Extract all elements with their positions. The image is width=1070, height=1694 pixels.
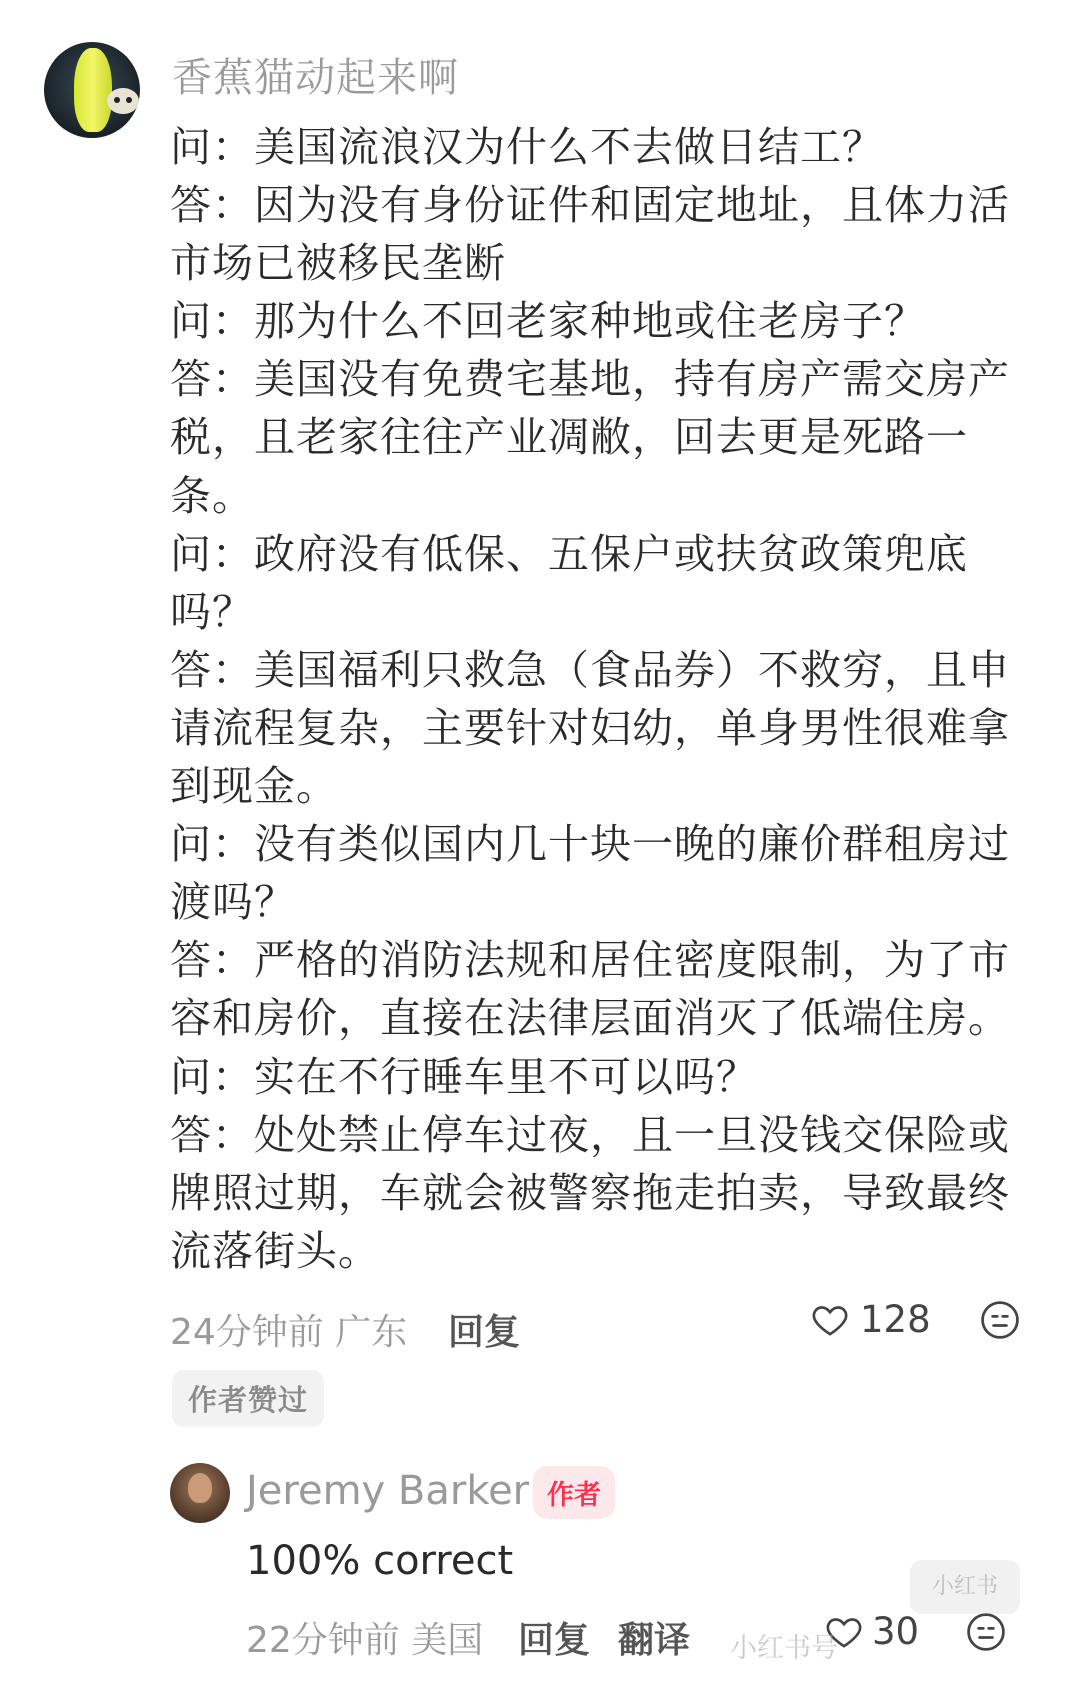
comment-line: 答：处处禁止停车过夜，且一旦没钱交保险或: [170, 1110, 1010, 1159]
comment-line: 请流程复杂，主要针对妇幼，单身男性很难拿: [170, 703, 1010, 752]
emoji-react-button[interactable]: [978, 1298, 1022, 1351]
banana-cat-figure: [74, 48, 112, 132]
comment-line: 市场已被移民垄断: [170, 239, 506, 288]
comment-line: 问：那为什么不回老家种地或住老房子？: [170, 297, 926, 346]
like-button[interactable]: [810, 1298, 931, 1341]
comment-line: 流落街头。: [170, 1226, 380, 1275]
comment-line: 问：美国流浪汉为什么不去做日结工？: [170, 123, 884, 171]
reply-like-button[interactable]: [824, 1610, 919, 1653]
author-tag: 作者: [533, 1466, 615, 1519]
comment-line: 答：美国没有免费宅基地，持有房产需交房产: [170, 355, 1010, 404]
reply-avatar[interactable]: [170, 1463, 230, 1523]
reply-emoji-react-button[interactable]: [964, 1610, 1008, 1663]
comment-line: 问：实在不行睡车里不可以吗？: [170, 1052, 758, 1101]
reply-time-location: 22分钟前 美国: [246, 1620, 484, 1661]
reply-button[interactable]: 回复: [448, 1312, 521, 1353]
reply-reply-button[interactable]: 回复: [518, 1620, 591, 1661]
comment-line: 问：政府没有低保、五保户或扶贫政策兜底: [170, 529, 968, 578]
reply-like-count: 30: [872, 1610, 920, 1653]
comment-meta: [170, 1298, 1030, 1352]
comment-line: 渡吗？: [170, 878, 296, 927]
reply-username[interactable]: Jeremy Barker: [246, 1468, 530, 1514]
comment-line: 牌照过期，车就会被警察拖走拍卖，导致最终: [170, 1168, 1010, 1217]
comment-line: 答：严格的消防法规和居住密度限制，为了市: [170, 936, 1010, 985]
comment-line: 答：美国福利只救急（食品券）不救穷，且申: [170, 645, 1010, 694]
comment-line: 到现金。: [170, 762, 338, 811]
comment-line: 条。: [170, 471, 254, 520]
watermark-logo: 小红书: [910, 1560, 1020, 1614]
translate-button[interactable]: 翻译: [618, 1620, 691, 1661]
neutral-face-icon: [964, 1610, 1008, 1654]
reply-meta: [246, 1610, 1046, 1660]
cat-face: [107, 88, 139, 114]
comment-username[interactable]: 香蕉猫动起来啊: [172, 55, 459, 101]
comment-line: 税，且老家往往产业凋敝，回去更是死路一: [170, 413, 968, 462]
like-count: 128: [860, 1298, 931, 1341]
reply-text: 100% correct: [246, 1538, 514, 1584]
comment-time-location: 24分钟前 广东: [170, 1312, 408, 1353]
avatar[interactable]: [44, 42, 140, 138]
comment-line: 吗？: [170, 587, 254, 636]
comment-body: [170, 118, 1020, 1280]
comment-line: 答：因为没有身份证件和固定地址，且体力活: [170, 181, 1010, 230]
author-liked-badge: 作者赞过: [172, 1370, 324, 1427]
neutral-face-icon: [978, 1298, 1022, 1342]
watermark-text: 小红书号: [730, 1633, 838, 1664]
heart-outline-icon: [810, 1300, 850, 1340]
comment-line: 问：没有类似国内几十块一晚的廉价群租房过: [170, 820, 1010, 869]
comment-line: 容和房价，直接在法律层面消灭了低端住房。: [170, 994, 1010, 1043]
